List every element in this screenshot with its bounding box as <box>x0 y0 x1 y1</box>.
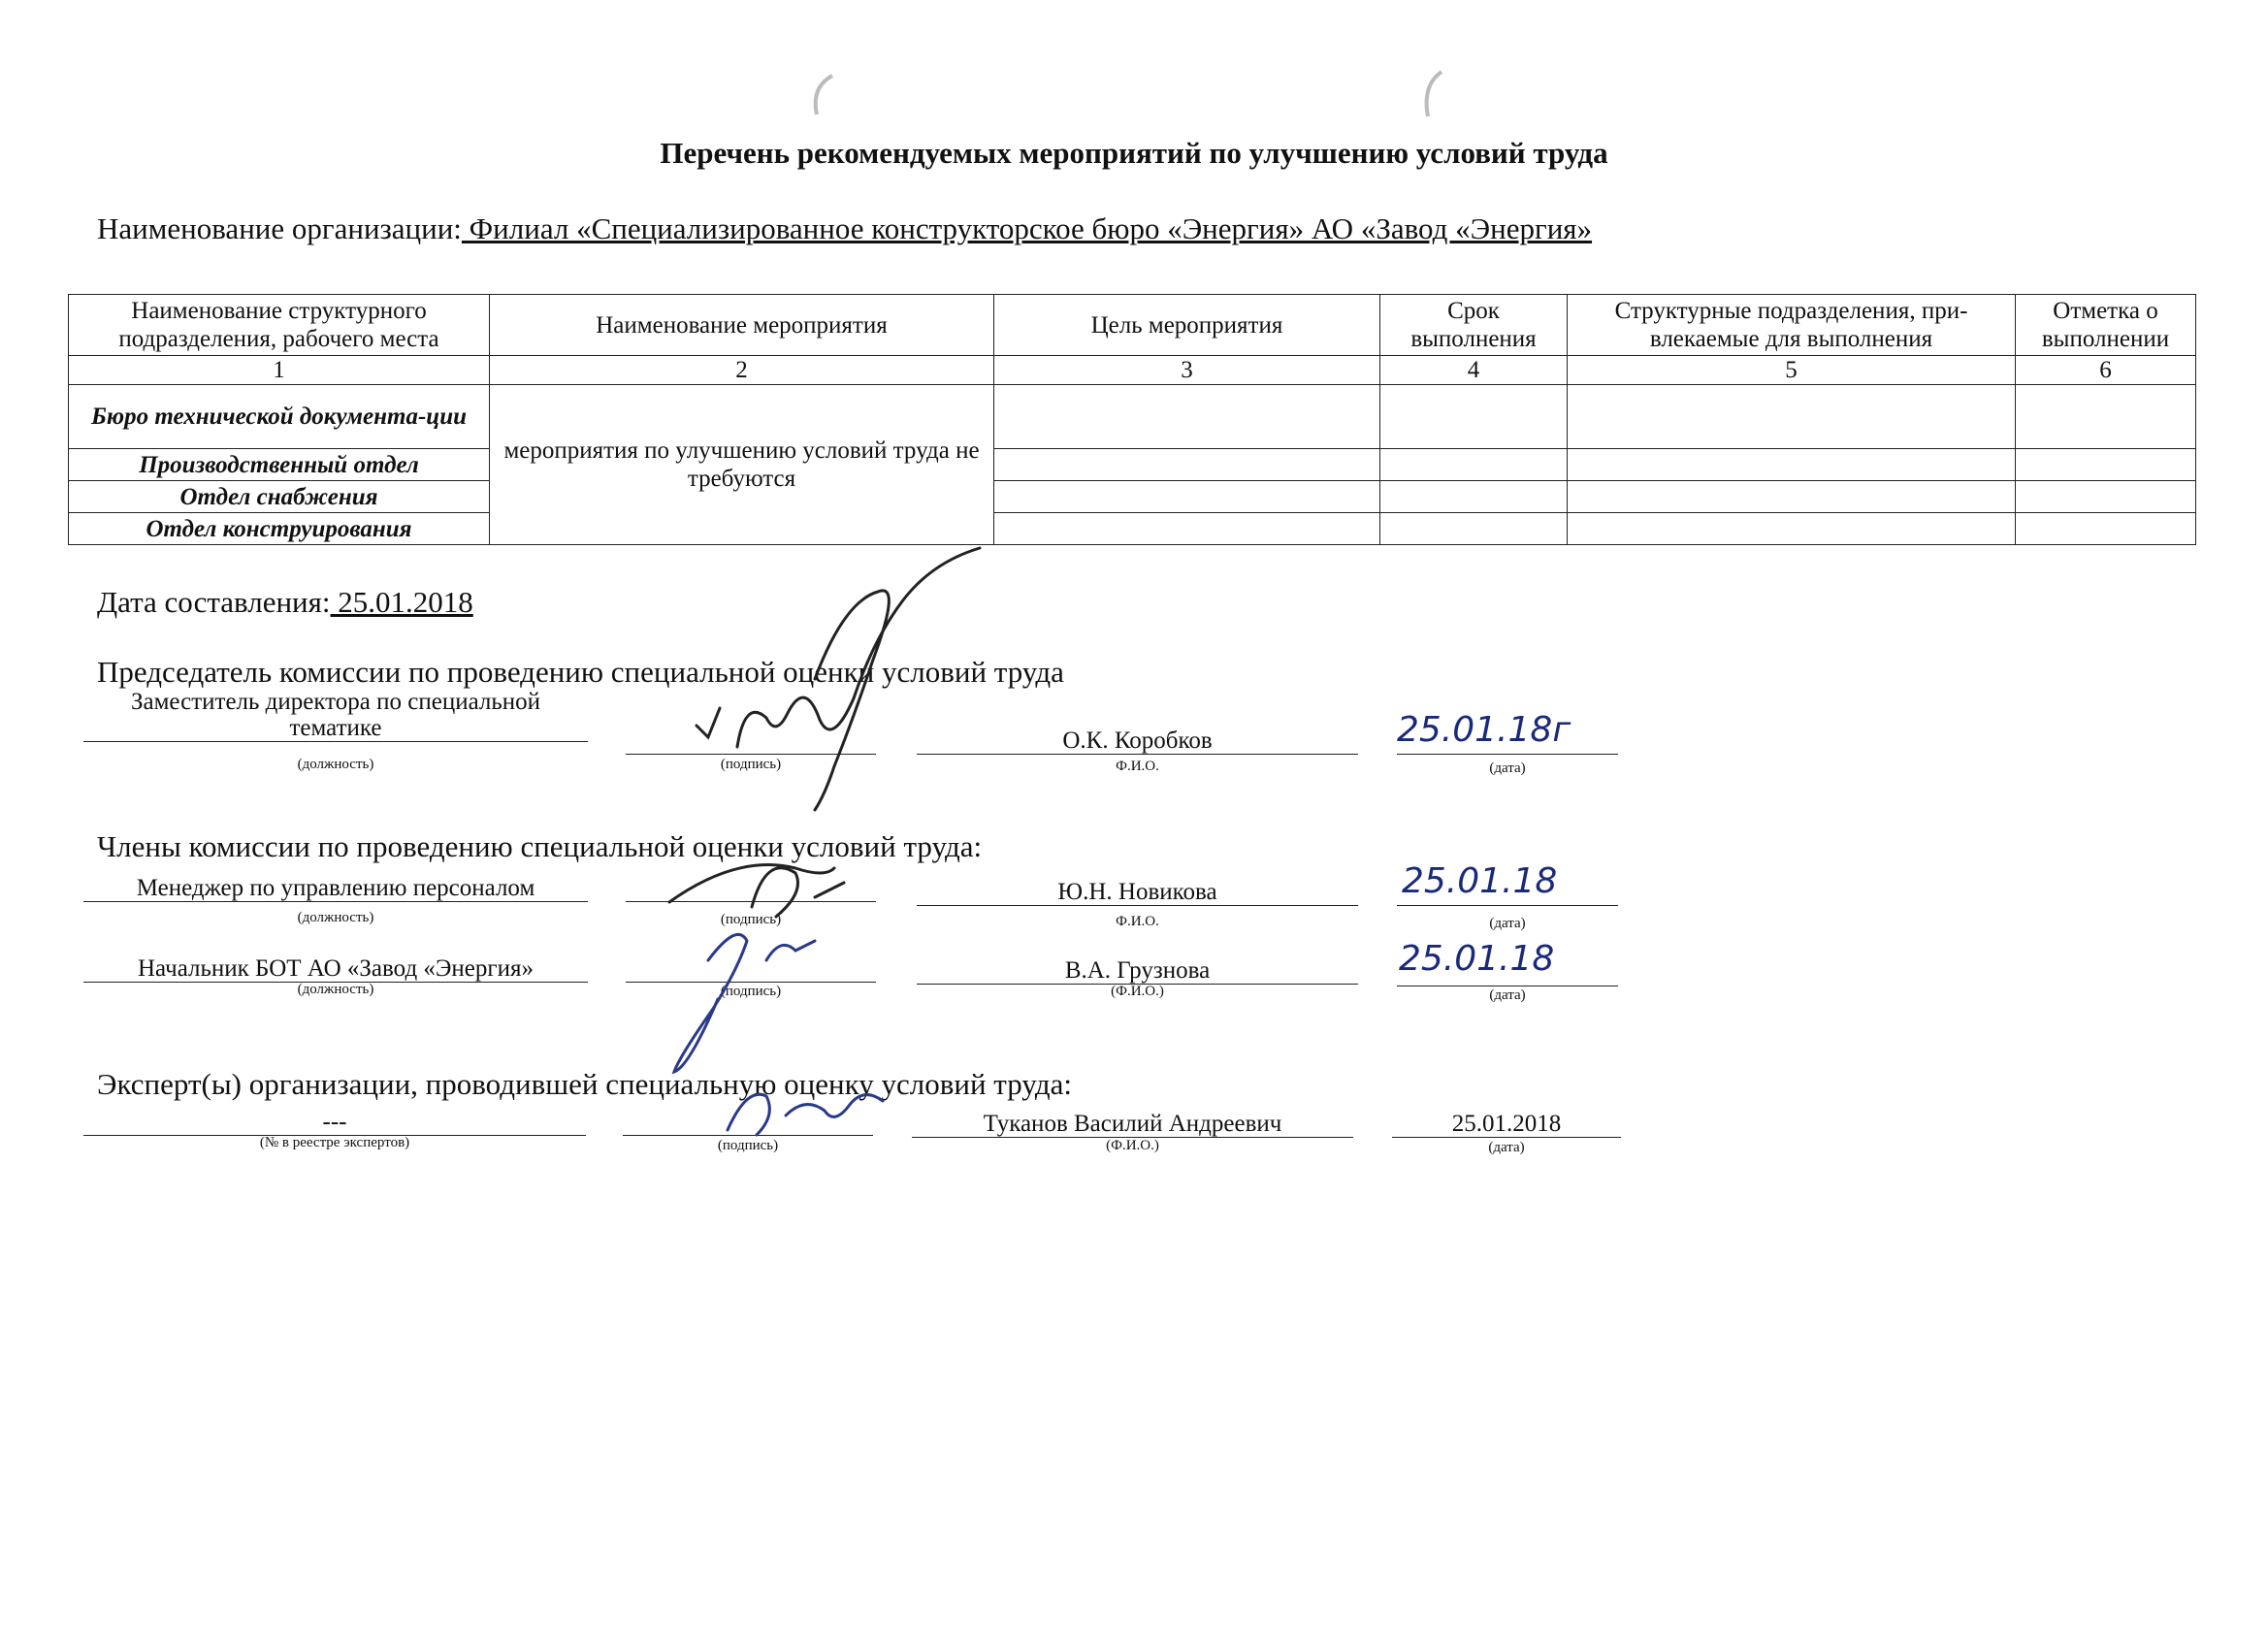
member-1-position: Менеджер по управлению персоналом <box>83 875 588 902</box>
member-2-date-handwritten: 25.01.18 <box>1399 939 1555 979</box>
member-2-signature-line <box>626 955 876 983</box>
document-title: Перечень рекомендуемых мероприятий по улучшению условий труда <box>660 136 1608 170</box>
table-row <box>69 481 2196 513</box>
empty-cell <box>2016 481 2196 513</box>
empty-cell <box>1568 385 2016 449</box>
chairman-date-handwritten: 25.01.18г <box>1397 710 1571 750</box>
empty-cell <box>1568 513 2016 545</box>
chairman-heading: Председатель комиссии по проведению специальной оценки условий труда <box>97 655 1064 689</box>
caption-fio: (Ф.И.О.) <box>1111 984 1164 999</box>
compiled-label: Дата составления: <box>97 585 331 619</box>
compiled-date: 25.01.2018 <box>330 585 473 619</box>
table-row <box>69 449 2196 481</box>
caption-date: (дата) <box>1489 987 1526 1003</box>
header-cell: Наименование мероприятия <box>490 295 994 356</box>
org-label: Наименование организации: <box>97 211 462 245</box>
measure-cell: мероприятия по улучшению условий труда не требуются <box>490 385 994 545</box>
caption-position: (должность) <box>297 757 374 772</box>
caption-signature: (подпись) <box>720 757 782 772</box>
caption-position: (должность) <box>297 910 374 925</box>
department-cell: Производственный отдел <box>69 449 490 481</box>
expert-registry-number: --- <box>83 1109 586 1136</box>
empty-cell <box>994 449 1380 481</box>
table-row <box>69 385 2196 449</box>
expert-date: 25.01.2018 <box>1392 1111 1621 1138</box>
measures-table <box>68 294 2196 545</box>
column-number: 3 <box>994 356 1380 385</box>
caption-signature: (подпись) <box>717 1138 779 1153</box>
chairman-position: Заместитель директора по специальной тематике <box>83 689 588 742</box>
caption-date: (дата) <box>1489 760 1526 776</box>
empty-cell <box>2016 513 2196 545</box>
empty-cell <box>994 481 1380 513</box>
empty-cell <box>1380 513 1568 545</box>
caption-fio: Ф.И.О. <box>1116 914 1159 929</box>
caption-date: (дата) <box>1489 916 1526 931</box>
empty-cell <box>1380 481 1568 513</box>
organization-line <box>97 211 1592 246</box>
caption-registry: (№ в реестре экспертов) <box>259 1135 410 1150</box>
empty-cell <box>2016 385 2196 449</box>
expert-heading: Эксперт(ы) организации, проводившей специальную оценку условий труда: <box>97 1067 1072 1101</box>
header-cell: Наименование структурного подразделения, рабочего места <box>69 295 490 356</box>
caption-position: (должность) <box>297 982 374 997</box>
chairman-name: О.К. Коробков <box>917 728 1358 755</box>
column-number: 5 <box>1568 356 2016 385</box>
member-1-signature-line <box>626 875 876 902</box>
empty-cell <box>2016 449 2196 481</box>
column-number: 1 <box>69 356 490 385</box>
caption-signature: (подпись) <box>720 984 782 999</box>
org-value: Филиал «Специализированное конструкторское бюро «Энергия» АО «Завод «Энергия» <box>461 211 1593 245</box>
empty-cell <box>994 513 1380 545</box>
column-number-row <box>69 356 2196 385</box>
column-number: 4 <box>1380 356 1568 385</box>
chairman-signature-line <box>626 728 876 755</box>
department-cell: Отдел конструирования <box>69 513 490 545</box>
header-cell: Отметка о выполнении <box>2016 295 2196 356</box>
empty-cell <box>1380 385 1568 449</box>
member-2-position: Начальник БОТ АО «Завод «Энергия» <box>83 955 588 983</box>
empty-cell <box>1568 481 2016 513</box>
caption-signature: (подпись) <box>720 912 782 927</box>
expert-name: Туканов Василий Андреевич <box>912 1111 1353 1138</box>
column-number: 2 <box>490 356 994 385</box>
caption-date: (дата) <box>1488 1140 1525 1155</box>
compiled-date-line <box>97 585 473 620</box>
caption-fio: Ф.И.О. <box>1116 759 1159 774</box>
member-1-name: Ю.Н. Новикова <box>917 879 1358 906</box>
table-header-row <box>69 295 2196 356</box>
member-1-date-handwritten: 25.01.18 <box>1402 861 1558 901</box>
empty-cell <box>1380 449 1568 481</box>
header-cell: Цель мероприятия <box>994 295 1380 356</box>
column-number: 6 <box>2016 356 2196 385</box>
empty-cell <box>994 385 1380 449</box>
department-cell: Бюро технической документа-ции <box>69 385 490 449</box>
header-cell: Срок выполнения <box>1380 295 1568 356</box>
member-2-name: В.А. Грузнова <box>917 957 1358 985</box>
caption-fio: (Ф.И.О.) <box>1106 1138 1159 1153</box>
header-cell: Структурные подразделения, при-влекаемые для выполнения <box>1568 295 2016 356</box>
department-cell: Отдел снабжения <box>69 481 490 513</box>
members-heading: Члены комиссии по проведению специальной оценки условий труда: <box>97 829 983 863</box>
empty-cell <box>1568 449 2016 481</box>
table-row <box>69 513 2196 545</box>
expert-signature-line <box>623 1109 873 1136</box>
